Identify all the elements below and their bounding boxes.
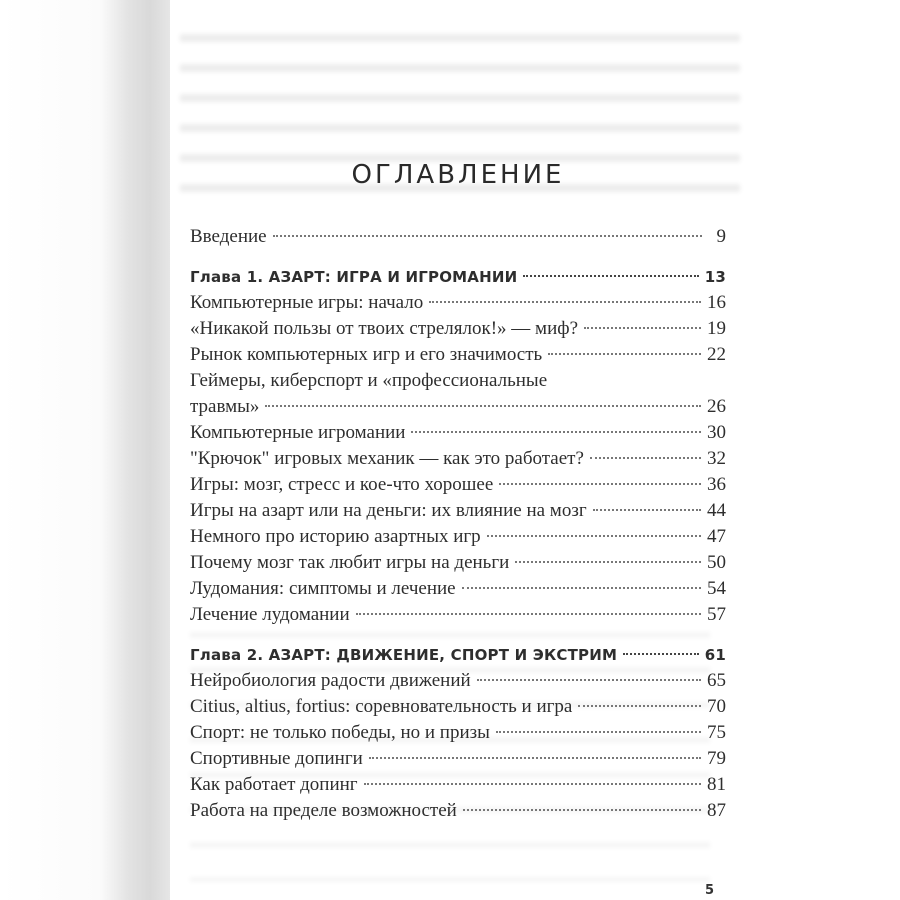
toc-entry-page: 65 — [707, 670, 726, 691]
toc-entry-title: «Никакой пользы от твоих стрелялок!» — миф? — [190, 318, 578, 339]
toc-entry-page: 19 — [707, 318, 726, 339]
toc-entry-page: 30 — [707, 422, 726, 443]
chapter-title: Глава 1. АЗАРТ: ИГРА И ИГРОМАНИИ — [190, 268, 518, 286]
toc-entry — [190, 576, 726, 602]
chapter-page: 13 — [704, 268, 726, 286]
toc-entry-title: Компьютерные игромании — [190, 422, 406, 443]
dot-leader — [623, 653, 699, 655]
toc-entry — [190, 694, 726, 720]
toc-chapter-2 — [190, 642, 726, 668]
toc-entry-title: Лудомания: симптомы и лечение — [190, 578, 456, 599]
toc-entry-title: Нейробиология радости движений — [190, 670, 471, 691]
toc-entry-line-1 — [190, 368, 726, 394]
toc-entry — [190, 668, 726, 694]
toc-entry — [190, 524, 726, 550]
dot-leader — [462, 587, 701, 589]
toc-entry-title: Как работает допинг — [190, 774, 358, 795]
toc-entry-page: 70 — [707, 696, 726, 717]
dot-leader — [356, 613, 701, 615]
toc-entry — [190, 602, 726, 628]
toc-entry-page: 9 — [716, 226, 726, 247]
toc-chapter-1 — [190, 264, 726, 290]
toc-entry-page: 47 — [707, 526, 726, 547]
toc-entry-page: 75 — [707, 722, 726, 743]
toc-entry-title: Почему мозг так любит игры на деньги — [190, 552, 510, 573]
toc-entry-page: 54 — [707, 578, 726, 599]
toc-entry-title: Игры на азарт или на деньги: их влияние на мозг — [190, 500, 587, 521]
toc-entry-line-2 — [190, 394, 726, 420]
toc-entry — [190, 420, 726, 446]
dot-leader — [578, 705, 701, 707]
toc-entry — [190, 550, 726, 576]
toc-entry-title: Спорт: не только победы, но и призы — [190, 722, 490, 743]
toc-entry-page: 50 — [707, 552, 726, 573]
dot-leader — [496, 731, 701, 733]
toc-entry-title: Спортивные допинги — [190, 748, 363, 769]
toc-entry-title: Компьютерные игры: начало — [190, 292, 424, 313]
toc-entry-page: 87 — [707, 800, 726, 821]
dot-leader — [548, 353, 701, 355]
dot-leader — [593, 509, 701, 511]
dot-leader — [369, 757, 701, 759]
toc-entry-introduction — [190, 224, 726, 250]
toc-entry — [190, 290, 726, 316]
dot-leader — [265, 405, 701, 407]
toc-entry — [190, 342, 726, 368]
toc-entry-page: 57 — [707, 604, 726, 625]
toc-entry-page: 16 — [707, 292, 726, 313]
dot-leader — [523, 275, 698, 277]
dot-leader — [590, 457, 701, 459]
toc-entry — [190, 472, 726, 498]
dot-leader — [584, 327, 701, 329]
toc-entry — [190, 316, 726, 342]
chapter-title: Глава 2. АЗАРТ: ДВИЖЕНИЕ, СПОРТ И ЭКСТРИМ — [190, 646, 618, 664]
toc-entry — [190, 498, 726, 524]
dot-leader — [463, 809, 701, 811]
page-number: 5 — [705, 883, 715, 898]
contents-heading: ОГЛАВЛЕНИЕ — [351, 160, 565, 190]
toc-entry-title: Лечение лудомании — [190, 604, 350, 625]
toc-entry-title: Citius, altius, fortius: соревновательность и игра — [190, 696, 573, 717]
dot-leader — [515, 561, 701, 563]
toc-entry-title: Работа на пределе возможностей — [190, 800, 457, 821]
dot-leader — [364, 783, 701, 785]
table-of-contents — [190, 224, 726, 824]
toc-entry-page: 26 — [707, 396, 726, 417]
toc-entry-page: 36 — [707, 474, 726, 495]
toc-entry-title: Введение — [190, 226, 267, 247]
dot-leader — [487, 535, 701, 537]
page-gutter-shadow — [0, 0, 170, 900]
toc-entry — [190, 720, 726, 746]
toc-entry-title: Игры: мозг, стресс и кое-что хорошее — [190, 474, 494, 495]
toc-entry-title: "Крючок" игровых механик — как это работает? — [190, 448, 584, 469]
toc-entry-title: травмы» — [190, 396, 260, 417]
dot-leader — [273, 235, 702, 237]
dot-leader — [429, 301, 701, 303]
toc-entry-title: Немного про историю азартных игр — [190, 526, 481, 547]
toc-entry-page: 22 — [707, 344, 726, 365]
toc-entry-page: 81 — [707, 774, 726, 795]
toc-entry — [190, 446, 726, 472]
toc-entry — [190, 798, 726, 824]
dot-leader — [477, 679, 701, 681]
dot-leader — [411, 431, 701, 433]
toc-entry — [190, 746, 726, 772]
toc-entry-page: 44 — [707, 500, 726, 521]
dot-leader — [499, 483, 701, 485]
toc-entry-title: Рынок компьютерных игр и его значимость — [190, 344, 543, 365]
toc-entry-title: Геймеры, киберспорт и «профессиональные — [190, 370, 548, 391]
toc-entry — [190, 772, 726, 798]
chapter-page: 61 — [704, 646, 726, 664]
toc-entry-page: 32 — [707, 448, 726, 469]
toc-entry-page: 79 — [707, 748, 726, 769]
